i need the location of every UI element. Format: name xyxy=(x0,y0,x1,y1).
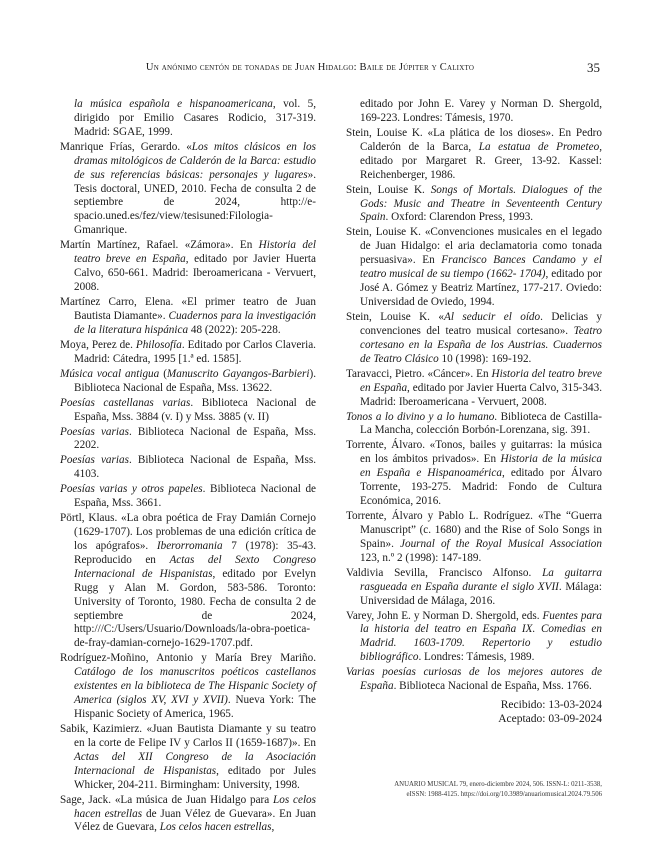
reference-entry: Poesías castellanas varias. Biblioteca Nacional de España, Mss. 3884 (v. I) y Mss. 3885 (v. II) xyxy=(60,396,316,423)
footer-line-1: ANUARIO MUSICAL 79, enero-diciembre 2024, 506. ISSN-L: 0211-3538, xyxy=(394,781,602,788)
running-title: Un anónimo centón de tonadas de Juan Hidalgo: Baile de Júpiter y Calixto xyxy=(145,62,475,73)
references-right-column xyxy=(346,98,602,695)
reference-entry: Stein, Louise K. «Convenciones musicales en el legado de Juan Hidalgo: el aria declamatoria como tonada persuasiva». En Francisco Bances Candamo y el teatro musical de su tiempo (1662- 1704), editado por José A. Gómez y Beatriz Martínez, 177-217. Oviedo: Universidad de Oviedo, 1994. xyxy=(346,226,603,308)
reference-entry: Varias poesías curiosas de los mejores autores de España. Biblioteca Nacional de España, Mss. 1766. xyxy=(346,666,602,693)
reference-entry: Rodríguez-Moñino, Antonio y María Brey Mariño. Catálogo de los manuscritos poéticos castellanos existentes en la biblioteca de The Hispanic Society of America (siglos XV, XVI y XVII). Nueva York: The Hispanic Society of America, 1965. xyxy=(60,652,316,720)
reference-entry: Varey, John E. y Norman D. Shergold, eds. Fuentes para la historia del teatro en España IX. Comedias en Madrid. 1603-1709. Repertorio y estudio bibliográfico. Londres: Támesis, 1989. xyxy=(346,609,602,664)
running-header xyxy=(60,60,600,76)
article-dates xyxy=(346,698,602,726)
reference-entry: editado por John E. Varey y Norman D. Shergold, 169-223. Londres: Támesis, 1970. xyxy=(360,98,602,124)
received-date: Recibido: 13-03-2024 xyxy=(500,699,602,711)
reference-entry: Tonos a lo divino y a lo humano. Biblioteca de Castilla-La Mancha, colección Borbón-Lorenzana, sig. 391. xyxy=(346,410,602,437)
reference-entry: Poesías varias. Biblioteca Nacional de España, Mss. 4103. xyxy=(60,454,316,481)
reference-entry: Stein, Louise K. «La plática de los dioses». En Pedro Calderón de la Barca, La estatua de Prometeo, editado por Margaret R. Greer, 13-92. Kassel: Reichenberger, 1986. xyxy=(346,126,602,181)
reference-entry: Sage, Jack. «La música de Juan Hidalgo para Los celos hacen estrellas de Juan Vélez de Guevara». En Juan Vélez de Guevara, Los celos hacen estrellas, xyxy=(60,793,316,834)
reference-entry: Música vocal antigua (Manuscrito Gayangos-Barbieri). Biblioteca Nacional de España, Mss. 13622. xyxy=(60,367,316,394)
reference-entry: Torrente, Álvaro. «Tonos, bailes y guitarras: la música en los ámbitos privados». En Historia de la música en España e Hispanoamérica, editado por Álvaro Torrente, 193-275. Madrid: Fondo de Cultura Económica, 2016. xyxy=(346,439,602,508)
footer-line-2: eISSN: 1988-4125. https://doi.org/10.3989/anuariomusical.2024.79.506 xyxy=(406,790,602,798)
accepted-date: Aceptado: 03-09-2024 xyxy=(498,713,602,725)
page-number: 35 xyxy=(587,60,600,75)
reference-entry: Poesías varias y otros papeles. Biblioteca Nacional de España, Mss. 3661. xyxy=(60,483,317,510)
references-left-column xyxy=(60,98,316,836)
reference-entry: Taravacci, Pietro. «Cáncer». En Historia del teatro breve en España, editado por Javier Huerta Calvo, 315-343. Madrid: Iberoamericana - Vervuert, 2008. xyxy=(346,367,603,408)
reference-entry: Martínez Carro, Elena. «El primer teatro de Juan Bautista Diamante». Cuadernos para la investigación de la literatura hispánica 48 (2022): 205-228. xyxy=(60,295,317,336)
reference-entry: Martín Martínez, Rafael. «Zámora». En Historia del teatro breve en España, editado por Javier Huerta Calvo, 650-661. Madrid: Iberoamericana - Vervuert, 2008. xyxy=(60,239,317,293)
journal-footer xyxy=(340,780,602,799)
reference-entry: Moya, Perez de. Philosofía. Editado por Carlos Claveria. Madrid: Cátedra, 1995 [1.ª ed. 1585]. xyxy=(60,338,316,365)
reference-entry: Manrique Frías, Gerardo. «Los mitos clásicos en los dramas mitológicos de Calderón de la Barca: estudio de sus referencias básicas: personajes y lugares». Tesis doctoral, UNED, 2010. Fecha de consulta 2 de septiembre de 2024, http://e-spacio.uned.es/fez/view/tesisuned:Filologia-Gmanrique. xyxy=(60,140,316,237)
reference-entry: Torrente, Álvaro y Pablo L. Rodríguez. «The “Guerra Manuscript” (c. 1680) and the Rise of Solo Songs in Spain». Journal of the Royal Musical Association 123, n.º 2 (1998): 147-189. xyxy=(346,510,602,564)
reference-entry: Stein, Louise K. «Al seducir el oído. Delicias y convenciones del teatro musical cortesano». Teatro cortesano en la España de los Austrias. Cuadernos de Teatro Clásico 10 (1998): 169-192. xyxy=(346,310,603,365)
reference-entry: Valdivia Sevilla, Francisco Alfonso. La guitarra rasgueada en España durante el siglo XVII. Málaga: Universidad de Málaga, 2016. xyxy=(346,566,602,607)
reference-entry: Poesías varias. Biblioteca Nacional de España, Mss. 2202. xyxy=(60,425,316,452)
reference-entry: Pörtl, Klaus. «La obra poética de Fray Damián Cornejo (1629-1707). Los problemas de una edición crítica de los apógrafos». Iberorromania 7 (1978): 35-43. Reproducido en Actas del Sexto Congreso Internacional de Hispanistas, editado por Evelyn Rugg y Alan M. Gordon, 583-586. Toronto: University of Toronto, 1980. Fecha de consulta 2 de septiembre de 2024, http:///C:/Users/Usuario/Downloads/la-obra-poetica-de-fray-damian-cornejo-1629-1707.pdf. xyxy=(60,512,316,650)
reference-entry: la música española e hispanoamericana, vol. 5, dirigido por Emilio Casares Rodicio, 317-319. Madrid: SGAE, 1999. xyxy=(74,98,316,138)
reference-entry: Sabik, Kazimierz. «Juan Bautista Diamante y su teatro en la corte de Felipe IV y Carlos II (1659-1687)». En Actas del XII Congreso de la Asociación Internacional de Hispanistas, editado por Jules Whicker, 204-211. Birmingham: University, 1998. xyxy=(60,723,316,791)
reference-entry: Stein, Louise K. Songs of Mortals. Dialogues of the Gods: Music and Theatre in Seventeenth Century Spain. Oxford: Clarendon Press, 1993. xyxy=(346,183,602,224)
